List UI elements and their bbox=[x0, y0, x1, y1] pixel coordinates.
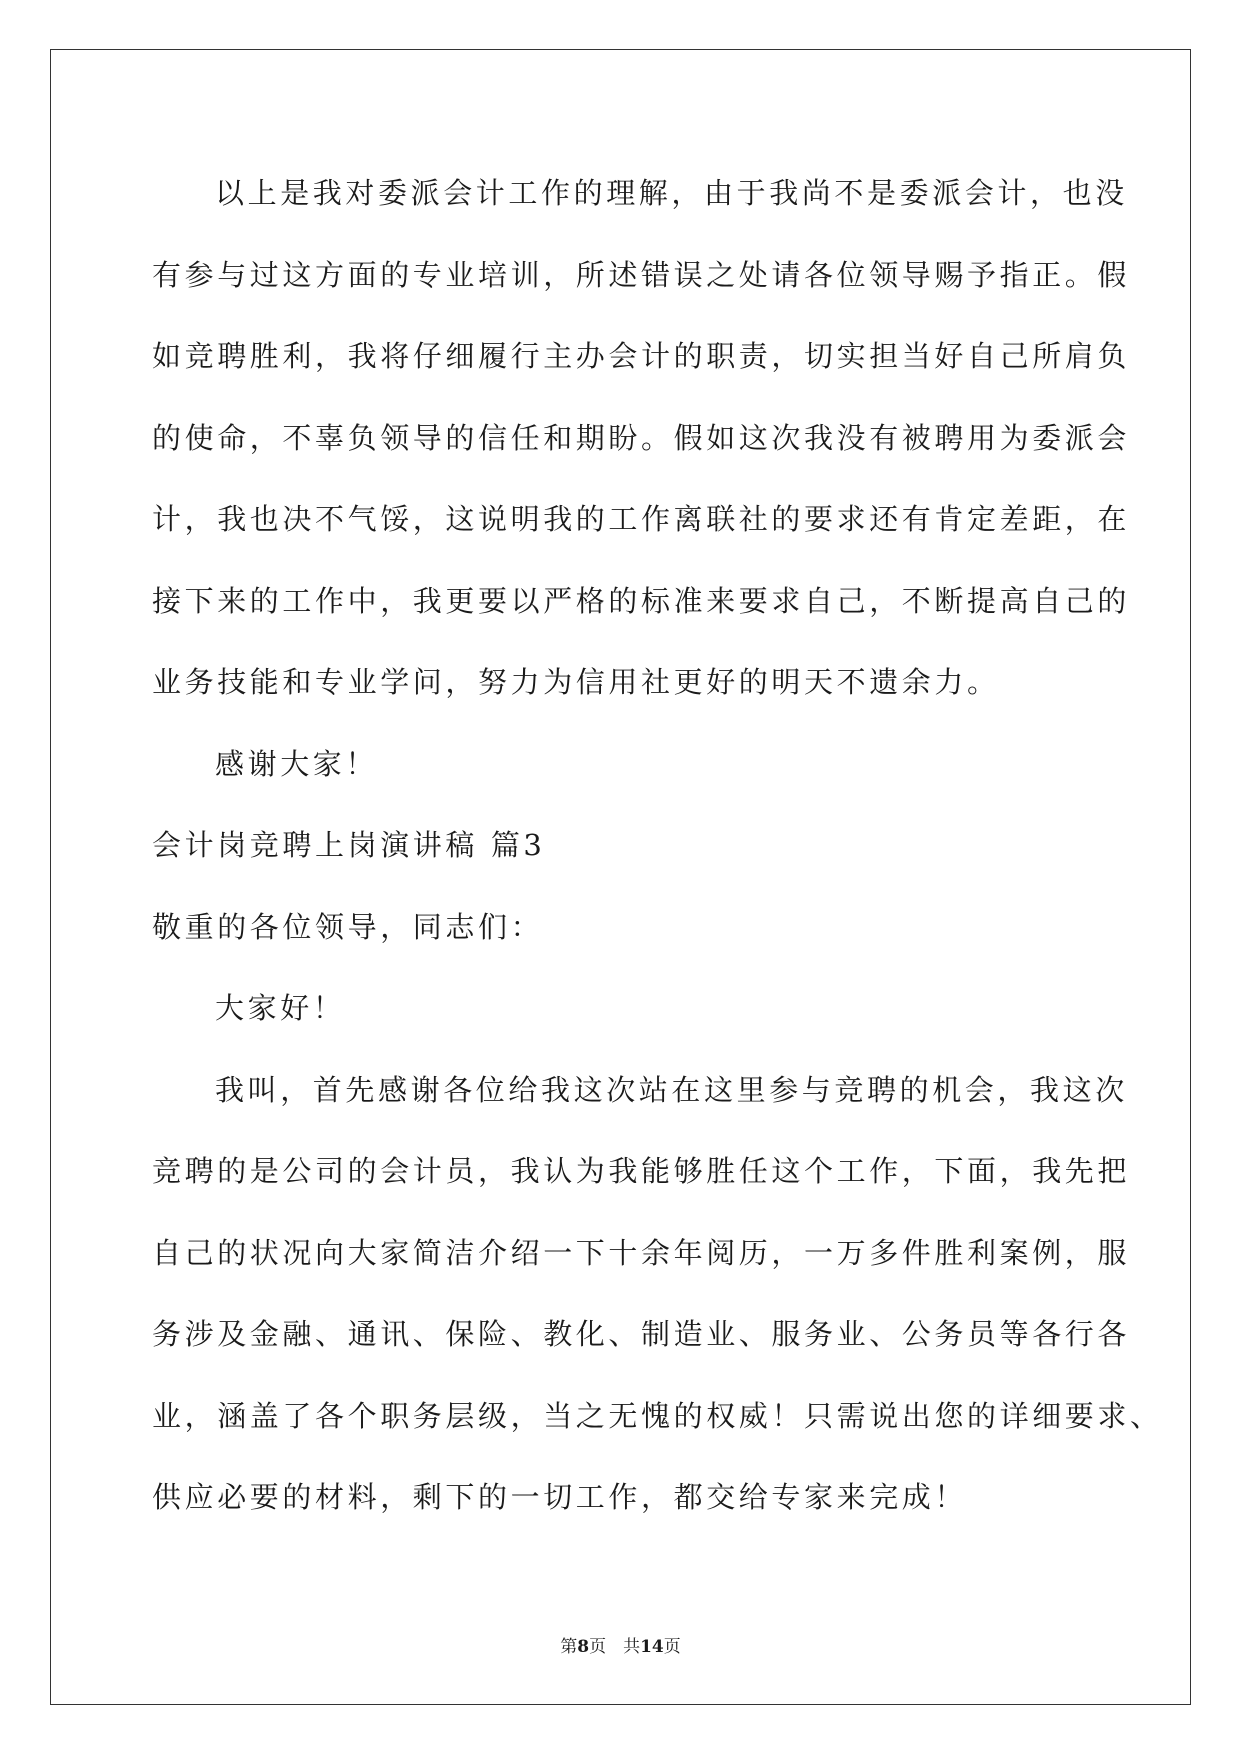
paragraph-line: 接下来的工作中，我更要以严格的标准来要求自己，不断提高自己的 bbox=[152, 583, 1131, 618]
paragraph-line: 以上是我对委派会计工作的理解，由于我尚不是委派会计，也没 bbox=[215, 176, 1128, 210]
page-footer bbox=[0, 1632, 1241, 1657]
paragraph-line: 业，涵盖了各个职务层级，当之无愧的权威！只需说出您的详细要求、 bbox=[152, 1398, 1163, 1433]
paragraph-line: 竞聘的是公司的会计员，我认为我能够胜任这个工作，下面，我先把 bbox=[152, 1154, 1131, 1188]
paragraph-line: 业务技能和专业学问，努力为信用社更好的明天不遗余力。 bbox=[152, 665, 1000, 699]
page-mid: 页 共 bbox=[589, 1637, 641, 1657]
paragraph-line: 务涉及金融、通讯、保险、教化、制造业、服务业、公务员等各行各 bbox=[152, 1317, 1131, 1351]
thanks-line: 感谢大家！ bbox=[215, 746, 379, 781]
page-prefix: 第 bbox=[560, 1637, 578, 1657]
section-heading: 会计岗竞聘上岗演讲稿 篇3 bbox=[152, 828, 546, 862]
paragraph-line: 的使命，不辜负领导的信任和期盼。假如这次我没有被聘用为委派会 bbox=[152, 420, 1131, 455]
greeting: 大家好！ bbox=[215, 991, 346, 1025]
salutation: 敬重的各位领导，同志们： bbox=[152, 909, 544, 944]
paragraph-line: 我叫，首先感谢各位给我这次站在这里参与竞聘的机会，我这次 bbox=[215, 1072, 1128, 1107]
paragraph-line: 自己的状况向大家简洁介绍一下十余年阅历，一万多件胜利案例，服 bbox=[152, 1235, 1131, 1270]
paragraph-line: 有参与过这方面的专业培训，所述错误之处请各位领导赐予指正。假 bbox=[152, 257, 1131, 292]
page-total: 14 bbox=[640, 1637, 664, 1657]
paragraph-line: 计，我也决不气馁，这说明我的工作离联社的要求还有肯定差距，在 bbox=[152, 502, 1131, 536]
document-body bbox=[152, 163, 1163, 1549]
paragraph-line: 供应必要的材料，剩下的一切工作，都交给专家来完成！ bbox=[152, 1480, 968, 1514]
page-current: 8 bbox=[577, 1637, 590, 1657]
page-suffix: 页 bbox=[663, 1637, 681, 1657]
paragraph-line: 如竞聘胜利，我将仔细履行主办会计的职责，切实担当好自己所肩负 bbox=[152, 339, 1131, 373]
